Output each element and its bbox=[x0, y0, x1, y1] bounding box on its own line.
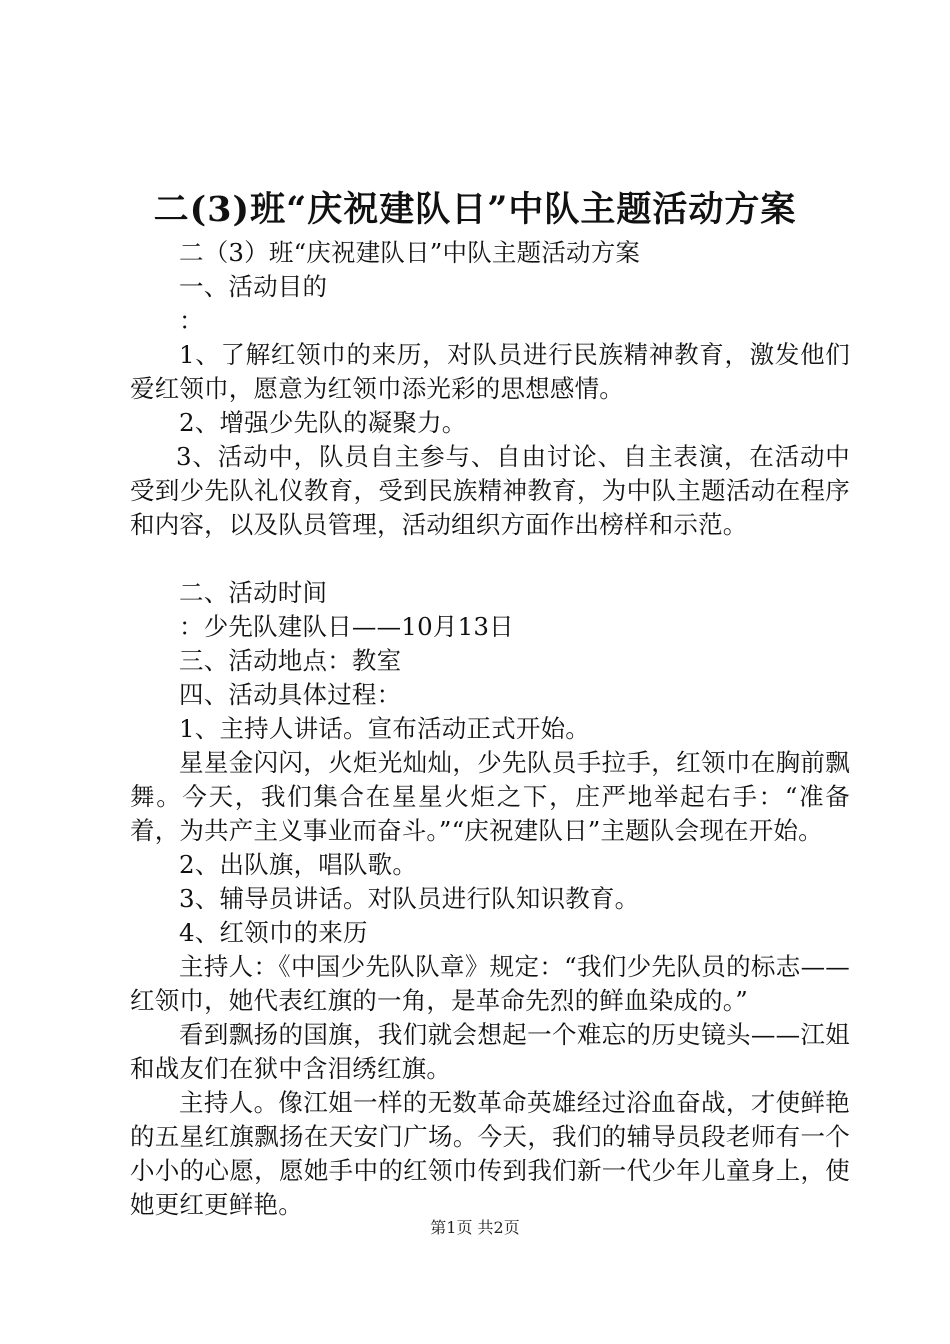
paragraph-purpose-2: 2、增强少先队的凝聚力。 bbox=[179, 408, 467, 437]
heading-purpose: 一、活动目的 bbox=[179, 272, 328, 301]
paragraph-subtitle: 二（3）班“庆祝建队日”中队主题活动方案 bbox=[179, 238, 641, 267]
paragraph-purpose-1: 1、了解红领巾的来历，对队员进行民族精神教育，激发他们爱红领巾，愿意为红领巾添光彩的思想感情。 bbox=[130, 340, 850, 403]
paragraph-process-3: 3、辅导员讲话。对队员进行队知识教育。 bbox=[179, 884, 640, 913]
document-title: 二(3)班“庆祝建队日”中队主题活动方案 bbox=[153, 189, 797, 230]
paragraph-host-1: 主持人：《中国少先队队章》规定：“我们少先队员的标志——红领巾，她代表红旗的一角，是革命先烈的鲜血染成的。” bbox=[130, 952, 850, 1015]
paragraph-purpose-3: 3、活动中，队员自主参与、自由讨论、自主表演，在活动中受到少先队礼仪教育，受到民族精神教育，为中队主题活动在程序和内容，以及队员管理，活动组织方面作出榜样和示范。 bbox=[130, 442, 850, 539]
paragraph-opening-speech: 星星金闪闪，火炬光灿灿，少先队员手拉手，红领巾在胸前飘舞。今天，我们集合在星星火炬之下，庄严地举起右手：“准备着，为共产主义事业而奋斗。”“庆祝建队日”主题队会现在开始。 bbox=[130, 748, 850, 845]
paragraph-process-4: 4、红领巾的来历 bbox=[179, 918, 368, 947]
document-body bbox=[130, 236, 850, 1222]
paragraph-host-2: 主持人。像江姐一样的无数革命英雄经过浴血奋战，才使鲜艳的五星红旗飘扬在天安门广场。今天，我们的辅导员段老师有一个小小的心愿，愿她手中的红领巾传到我们新一代少年儿童身上，使她更红更鲜艳。 bbox=[130, 1088, 850, 1219]
heading-process: 四、活动具体过程： bbox=[179, 680, 402, 709]
heading-location: 三、活动地点：教室 bbox=[179, 646, 402, 675]
paragraph-colon: ： bbox=[179, 306, 204, 335]
heading-time: 二、活动时间 bbox=[179, 578, 328, 607]
paragraph-time: ：少先队建队日——10月13日 bbox=[179, 612, 514, 641]
paragraph-process-2: 2、出队旗，唱队歌。 bbox=[179, 850, 418, 879]
paragraph-flag: 看到飘扬的国旗，我们就会想起一个难忘的历史镜头——江姐和战友们在狱中含泪绣红旗。 bbox=[130, 1020, 850, 1083]
page-footer: 第1页 共2页 bbox=[430, 1218, 520, 1237]
paragraph-process-1: 1、主持人讲话。宣布活动正式开始。 bbox=[179, 714, 590, 743]
